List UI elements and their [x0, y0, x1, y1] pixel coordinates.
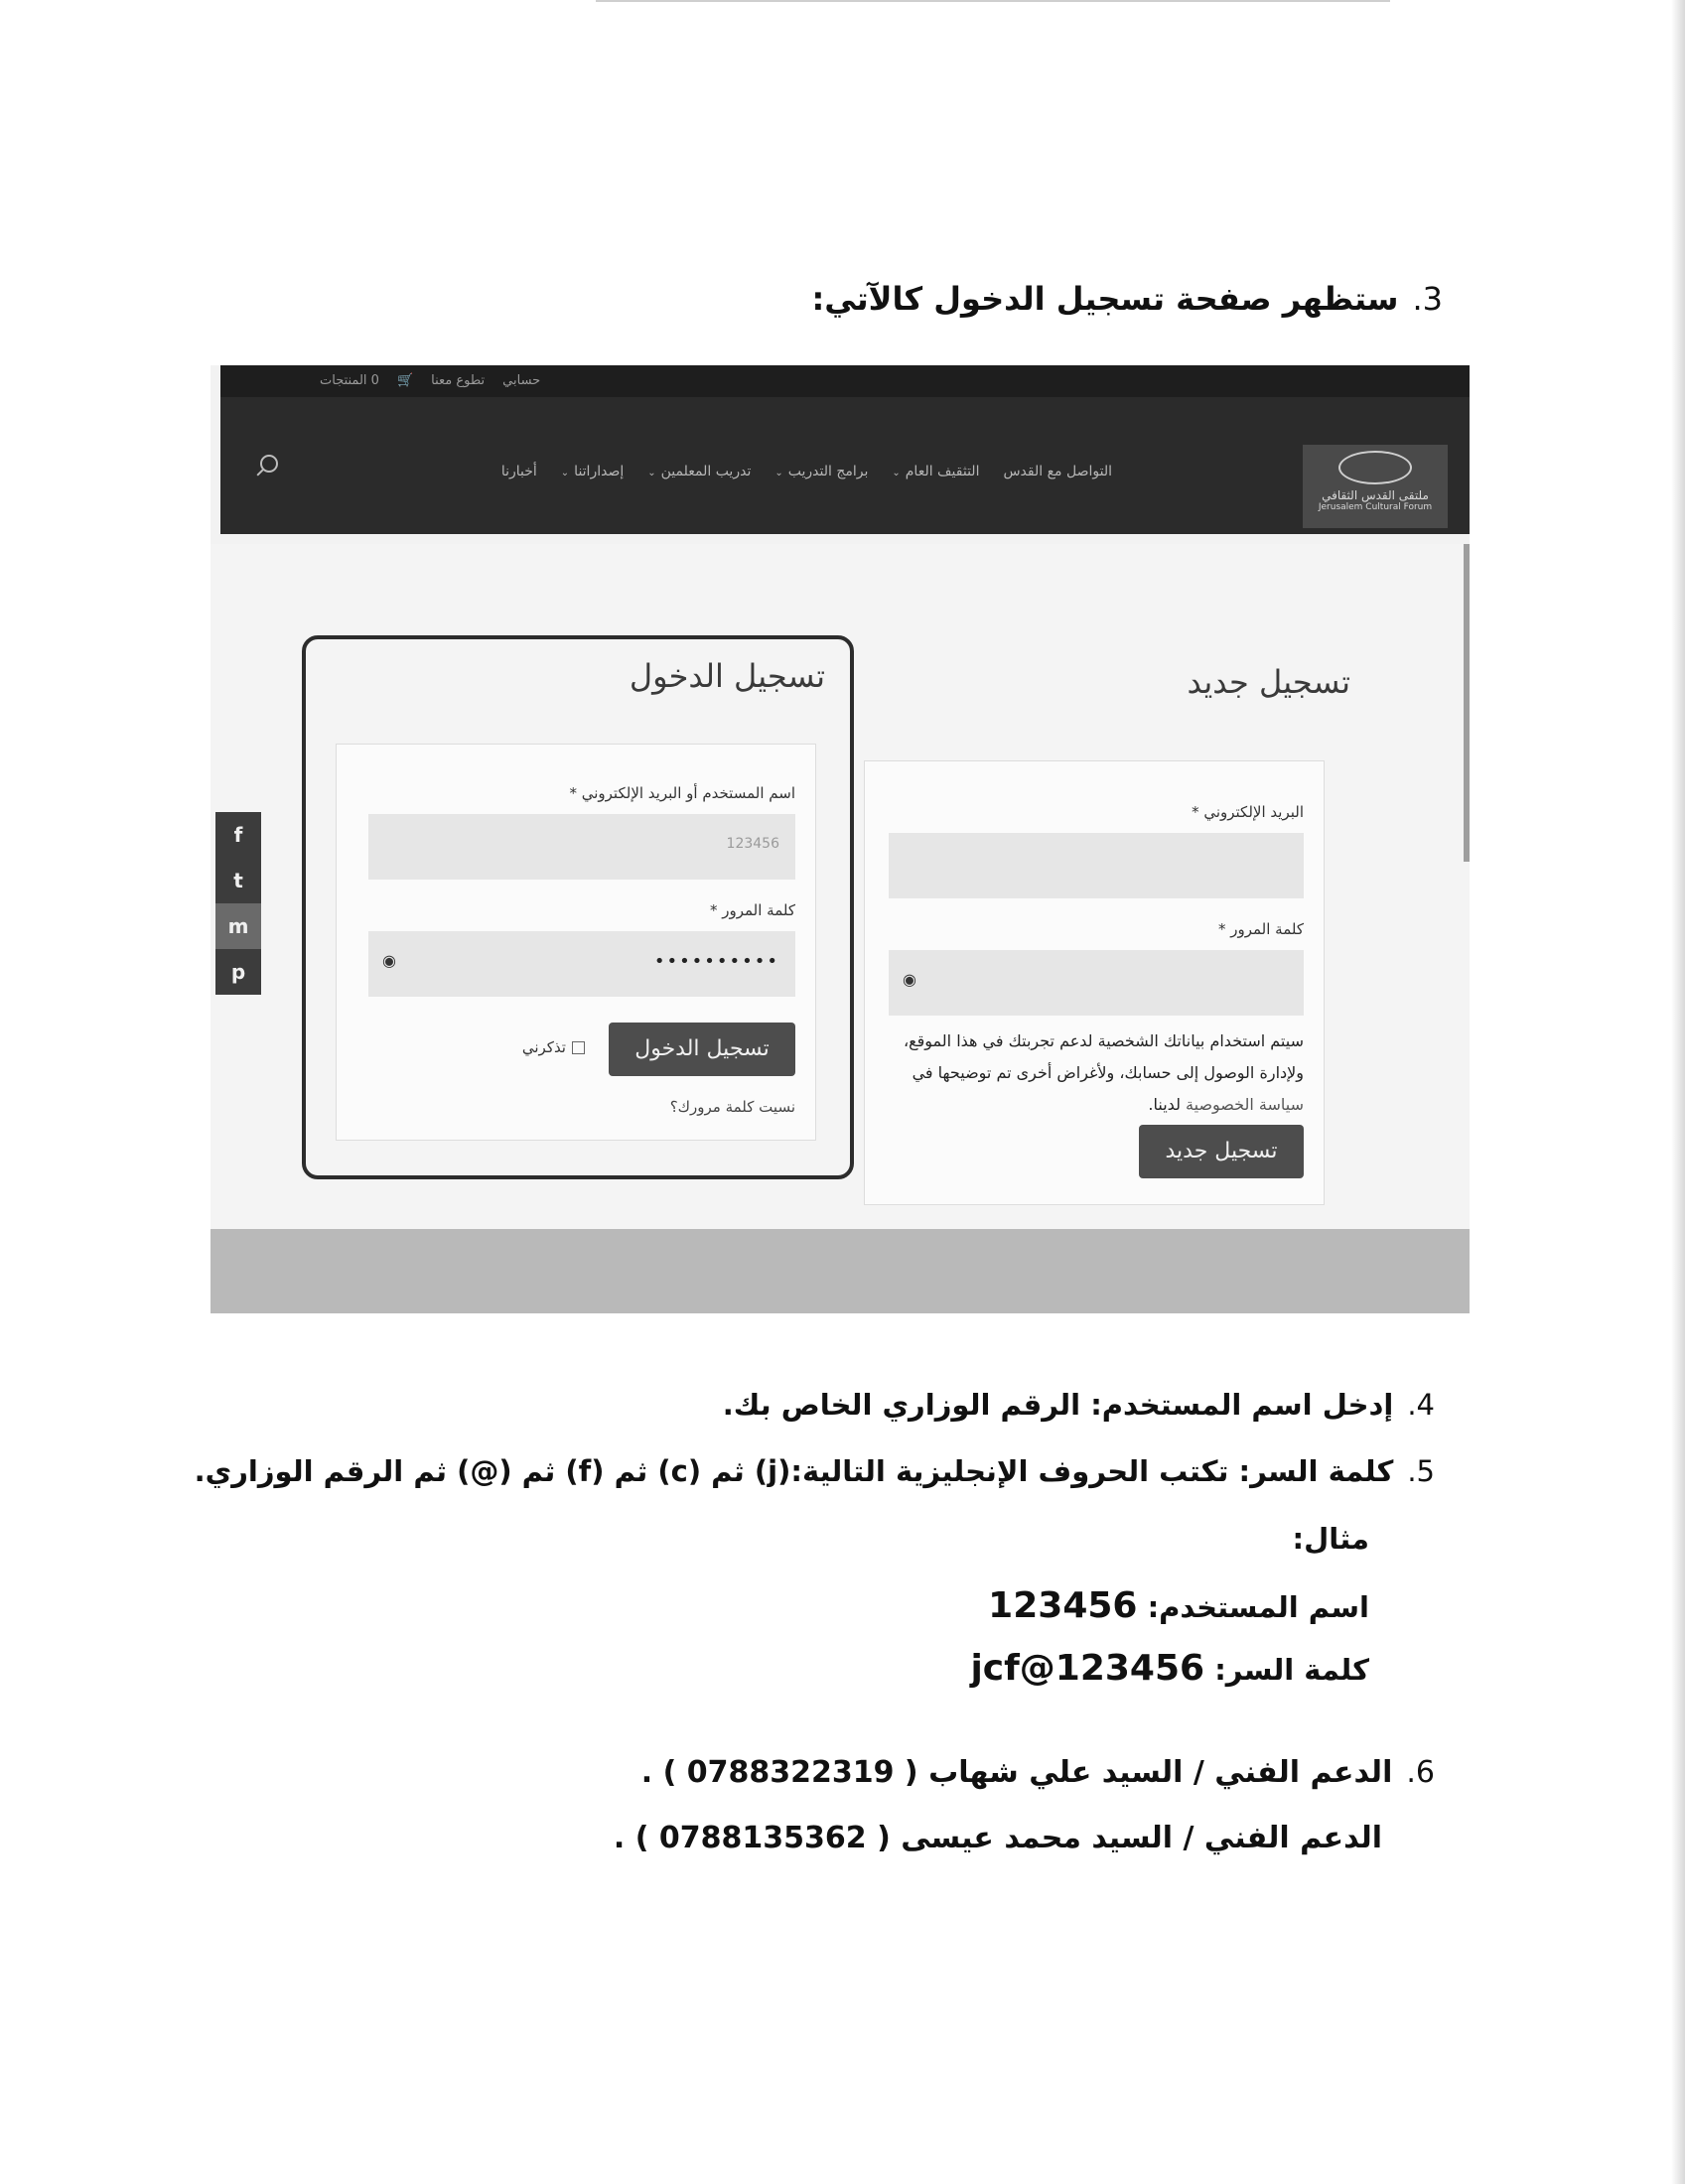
nav-item-jerusalem[interactable]: [1003, 464, 1112, 479]
nav-item-training[interactable]: [774, 464, 868, 479]
register-button[interactable]: تسجيل جديد: [1139, 1125, 1304, 1178]
facebook-icon[interactable]: f: [215, 812, 261, 858]
eye-icon[interactable]: ◉: [903, 970, 916, 989]
example-password-value: jcf@123456: [970, 1648, 1205, 1689]
twitter-icon[interactable]: t: [215, 858, 261, 903]
scrollbar[interactable]: [1464, 544, 1470, 862]
privacy-policy-link[interactable]: سياسة الخصوصية: [1186, 1095, 1304, 1114]
cart-icon[interactable]: 🛒: [396, 373, 414, 388]
register-email-label: البريد الإلكتروني *: [1192, 803, 1304, 821]
step-number: 5.: [1407, 1454, 1435, 1488]
example-username-value: 123456: [988, 1585, 1138, 1626]
login-title: تسجيل الدخول: [629, 657, 825, 695]
login-username-value: 123456: [726, 836, 779, 852]
page-edge-line: [596, 0, 1390, 2]
nav-item-label: برامج التدريب: [787, 464, 869, 479]
chevron-down-icon: ⌄: [892, 468, 901, 478]
login-username-input[interactable]: [368, 814, 795, 880]
email-icon[interactable]: m: [215, 903, 261, 949]
forgot-password-link[interactable]: نسيت كلمة مرورك؟: [669, 1098, 795, 1116]
example-password-label: كلمة السر:: [1214, 1653, 1369, 1687]
login-password-value: ••••••••••: [653, 951, 779, 972]
register-password-label: كلمة المرور *: [1217, 920, 1304, 938]
step-number: 6.: [1406, 1755, 1435, 1790]
nav-bar: [220, 397, 1470, 534]
login-password-input[interactable]: [368, 931, 795, 997]
nav-item-publications[interactable]: [561, 464, 624, 479]
nav-item-label: التواصل مع القدس: [1003, 464, 1112, 479]
logo-english: Jerusalem Cultural Forum: [1318, 502, 1433, 512]
support-line-2: [614, 1821, 1382, 1855]
chevron-down-icon: ⌄: [647, 468, 656, 478]
support-text: الدعم الفني / السيد علي شهاب ( 0788322319 ) .: [640, 1755, 1393, 1790]
privacy-text: سيتم استخدام بياناتك الشخصية لدعم تجربتك في هذا الموقع، ولإدارة الوصول إلى حسابك، ولأغراض أخرى تم توضيحها في: [903, 1031, 1304, 1082]
example-username-label: اسم المستخدم:: [1147, 1590, 1369, 1624]
logo-emblem-icon: [1338, 451, 1412, 484]
chevron-down-icon: ⌄: [560, 468, 570, 478]
privacy-notice: [867, 1025, 1304, 1121]
logo-arabic: ملتقى القدس الثقافي: [1322, 488, 1429, 502]
example-username: [988, 1585, 1369, 1626]
step-4: [723, 1388, 1435, 1422]
register-password-input[interactable]: [889, 950, 1304, 1016]
example-heading: مثال:: [1292, 1522, 1369, 1556]
nav-item-label: إصداراتنا: [574, 464, 625, 479]
top-bar-items: [320, 373, 540, 388]
login-username-label: اسم المستخدم أو البريد الإلكتروني *: [569, 784, 795, 802]
support-line-1: [641, 1755, 1435, 1790]
remember-me-label: تذكرني: [521, 1038, 566, 1056]
login-form: [336, 744, 816, 1141]
site-logo[interactable]: [1303, 445, 1448, 528]
main-nav: [501, 464, 1112, 479]
nav-item-label: أخبارنا: [500, 464, 537, 479]
register-form: [864, 760, 1325, 1205]
remember-me-checkbox[interactable]: [522, 1038, 585, 1056]
nav-item-label: التثقيف العام: [905, 464, 980, 479]
footer-band: [211, 1229, 1470, 1313]
step-5: [195, 1454, 1435, 1488]
search-icon[interactable]: [260, 455, 278, 473]
checkbox-icon[interactable]: [572, 1041, 585, 1054]
support-text: الدعم الفني / السيد محمد عيسى ( 0788135362 ) .: [613, 1821, 1382, 1855]
top-bar: [220, 365, 1470, 397]
nav-item-news[interactable]: [501, 464, 537, 479]
chevron-down-icon: ⌄: [774, 468, 783, 478]
nav-item-education[interactable]: [892, 464, 979, 479]
nav-item-label: تدريب المعلمين: [660, 464, 752, 479]
step-number: 3.: [1412, 280, 1443, 318]
register-title: تسجيل جديد: [1187, 663, 1350, 701]
topbar-volunteer-link[interactable]: تطوع معنا: [431, 373, 486, 388]
topbar-account-link[interactable]: حسابي: [502, 373, 541, 388]
topbar-products-link[interactable]: 0 المنتجات: [320, 373, 379, 388]
step-text: ستظهر صفحة تسجيل الدخول كالآتي:: [811, 280, 1399, 318]
example-password: [970, 1648, 1369, 1689]
privacy-suffix: لدينا.: [1148, 1095, 1181, 1114]
login-highlight-frame: [302, 635, 854, 1179]
nav-item-teachers[interactable]: [647, 464, 751, 479]
login-password-label: كلمة المرور *: [709, 901, 795, 919]
step-text: كلمة السر: تكتب الحروف الإنجليزية التالية:(j) ثم (c) ثم (f) ثم (@) ثم الرقم الوزاري.: [194, 1454, 1394, 1488]
register-email-input[interactable]: [889, 833, 1304, 898]
step-3: [811, 280, 1443, 318]
eye-icon[interactable]: ◉: [382, 951, 396, 970]
step-number: 4.: [1407, 1388, 1435, 1422]
login-page-screenshot: [211, 365, 1470, 1313]
step-text: إدخل اسم المستخدم: الرقم الوزاري الخاص بك.: [722, 1388, 1394, 1422]
page-shadow: [1671, 0, 1685, 2184]
login-button[interactable]: تسجيل الدخول: [609, 1023, 795, 1076]
pinterest-icon[interactable]: p: [215, 949, 261, 995]
